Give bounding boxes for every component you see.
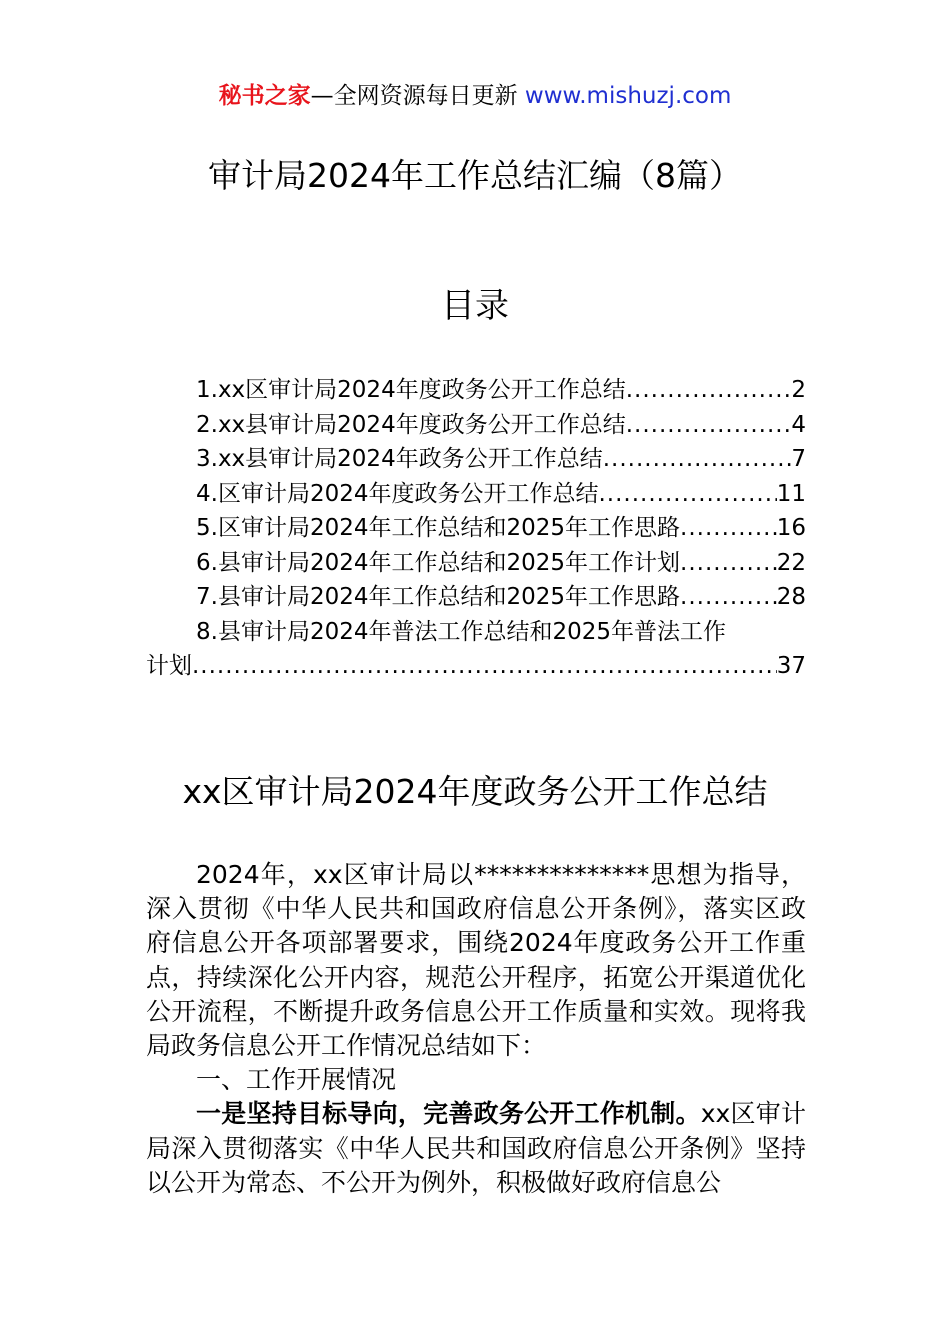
toc-item-page: 28 (776, 584, 806, 610)
toc-heading: 目录 (441, 286, 509, 326)
toc-item-3[interactable] (146, 442, 806, 477)
toc-item-5[interactable] (146, 511, 806, 546)
toc-item-text: 3.xx县审计局2024年政务公开工作总结 (196, 446, 603, 472)
section-body (146, 858, 806, 1200)
toc-leader-dots (680, 511, 777, 546)
toc-leader-dots (192, 649, 777, 684)
toc-item-text: 2.xx县审计局2024年度政务公开工作总结 (196, 411, 626, 438)
toc-leader-dots (626, 408, 792, 443)
toc-item-page: 16 (776, 515, 806, 541)
toc-item-6[interactable] (146, 546, 806, 581)
banner-brand: 秘书之家 (218, 83, 311, 109)
intro-paragraph: 2024年，xx区审计局以**************思想为指导，深入贯彻《中华人民共和国政府信息公开条例》，落实区政府信息公开各项部署要求，围绕2024年度政务公开工作重点，持续深化公开内容，规范公开程序，拓宽公开渠道优化公开流程，不断提升政务信息公开工作质量和实效。现将我局政务信息公开工作情况总结如下： (146, 860, 806, 1061)
subheading-work-status: 一、工作开展情况 (196, 1065, 397, 1095)
point-paragraph-1 (146, 1097, 806, 1200)
toc-item-text: 8.县审计局2024年普法工作总结和2025年普法工作 (196, 618, 727, 645)
toc-item-page: 22 (776, 549, 806, 576)
section-title: xx区审计局2024年度政务公开工作总结 (182, 772, 768, 811)
toc-item-page: 37 (776, 653, 806, 679)
document-title: 审计局2024年工作总结汇编（8篇） (208, 156, 742, 195)
toc-leader-dots (680, 580, 777, 615)
site-banner (0, 80, 950, 112)
banner-slogan: —全网资源每日更新 (310, 83, 518, 109)
point-1-lead: 一是坚持目标导向，完善政务公开工作机制。 (196, 1099, 701, 1129)
toc-item-7[interactable] (146, 580, 806, 615)
toc-item-text: 4.区审计局2024年度政务公开工作总结 (196, 480, 599, 507)
toc-item-1[interactable] (146, 373, 806, 408)
point-1-text: xx区审计局深入贯彻落实《中华人民共和国政府信息公开条例》坚持以公开为常态、不公开为例外，积极做好政府信息公 (146, 1099, 806, 1197)
toc-leader-dots (598, 477, 776, 512)
banner-url[interactable]: www.mishuzj.com (524, 83, 732, 109)
toc-item-page: 7 (791, 446, 806, 472)
toc-item-page: 4 (791, 411, 806, 438)
table-of-contents (146, 373, 806, 684)
toc-item-continuation (146, 649, 806, 684)
toc-item-text-cont: 计划 (146, 653, 192, 679)
toc-item-text: 7.县审计局2024年工作总结和2025年工作思路 (196, 584, 681, 610)
toc-item-4[interactable] (146, 477, 806, 512)
toc-item-text: 1.xx区审计局2024年度政务公开工作总结 (196, 377, 626, 403)
toc-leader-dots (626, 373, 792, 408)
toc-item-8[interactable] (146, 615, 806, 684)
toc-item-page: 2 (791, 377, 806, 403)
toc-leader-dots (603, 442, 792, 477)
toc-item-text: 5.区审计局2024年工作总结和2025年工作思路 (196, 515, 681, 541)
toc-item-text: 6.县审计局2024年工作总结和2025年工作计划 (196, 549, 681, 576)
toc-leader-dots (680, 546, 777, 581)
toc-item-page: 11 (776, 480, 806, 507)
toc-item-2[interactable] (146, 408, 806, 443)
